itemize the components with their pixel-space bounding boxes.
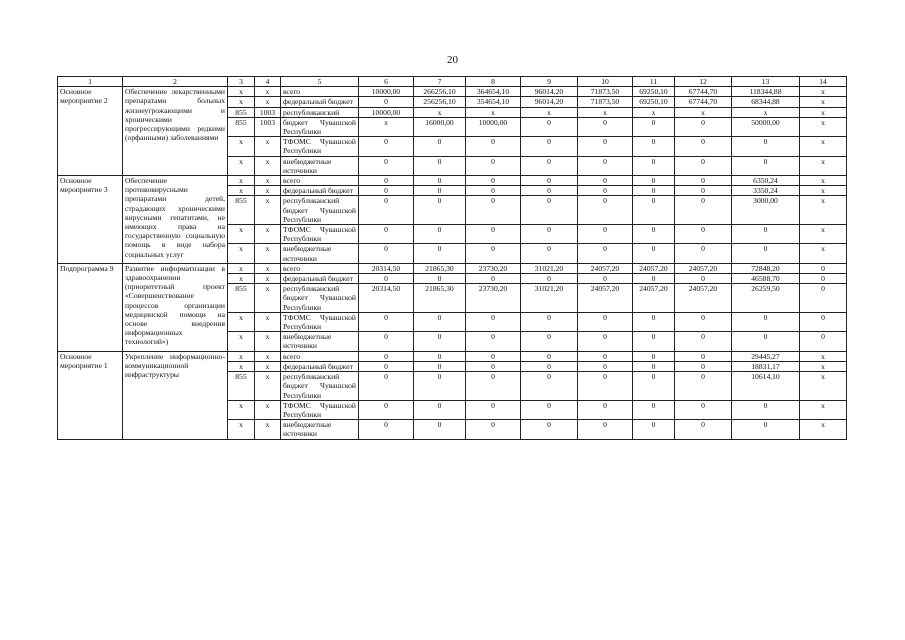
value-cell: 46588,70 xyxy=(732,274,800,284)
code-cell: x xyxy=(228,420,255,439)
value-cell: 0 xyxy=(359,420,414,439)
value-cell: 24057,20 xyxy=(675,284,732,313)
code-cell: 1003 xyxy=(255,107,281,117)
value-cell: x xyxy=(414,107,466,117)
value-cell: x xyxy=(732,107,800,117)
value-cell: 0 xyxy=(466,332,521,351)
table-row xyxy=(58,87,847,97)
funding-source: ТФОМС Чувашской Республики xyxy=(281,400,359,419)
funding-source: ТФОМС Чувашской Республики xyxy=(281,312,359,331)
header-cell: 6 xyxy=(359,77,414,87)
code-cell: x xyxy=(228,97,255,107)
value-cell: 0 xyxy=(732,400,800,419)
code-cell: x xyxy=(228,186,255,196)
value-cell: 0 xyxy=(521,372,578,401)
value-cell: 0 xyxy=(521,117,578,136)
value-cell: 0 xyxy=(521,274,578,284)
value-cell: 0 xyxy=(633,117,675,136)
value-cell: 0 xyxy=(466,351,521,361)
value-cell: 0 xyxy=(578,400,633,419)
header-cell: 11 xyxy=(633,77,675,87)
value-cell: 0 xyxy=(633,332,675,351)
code-cell: 1003 xyxy=(255,117,281,136)
value-cell: 0 xyxy=(675,225,732,244)
funding-source: внебюджетные источники xyxy=(281,420,359,439)
value-cell: 0 xyxy=(521,351,578,361)
value-cell: 0 xyxy=(521,176,578,186)
value-cell: 0 xyxy=(732,137,800,156)
value-cell: 0 xyxy=(800,263,847,273)
budget-table xyxy=(57,76,847,440)
value-cell: 0 xyxy=(359,176,414,186)
value-cell: x xyxy=(800,176,847,186)
code-cell: x xyxy=(255,225,281,244)
value-cell: 0 xyxy=(633,186,675,196)
value-cell: 68344,88 xyxy=(732,97,800,107)
funding-source: ТФОМС Чувашской Республики xyxy=(281,137,359,156)
value-cell: 31021,20 xyxy=(521,263,578,273)
code-cell: x xyxy=(255,274,281,284)
value-cell: 0 xyxy=(359,274,414,284)
value-cell: x xyxy=(800,361,847,371)
value-cell: 0 xyxy=(633,351,675,361)
code-cell: x xyxy=(255,372,281,401)
funding-source: всего xyxy=(281,87,359,97)
header-row xyxy=(58,77,847,87)
code-cell: x xyxy=(228,400,255,419)
funding-source: всего xyxy=(281,176,359,186)
funding-source: федеральный бюджет xyxy=(281,186,359,196)
value-cell: 266256,10 xyxy=(414,87,466,97)
value-cell: 0 xyxy=(675,351,732,361)
value-cell: 0 xyxy=(466,196,521,225)
value-cell: 10000,00 xyxy=(359,87,414,97)
value-cell: 0 xyxy=(359,351,414,361)
value-cell: 0 xyxy=(633,156,675,175)
value-cell: x xyxy=(521,107,578,117)
value-cell: 0 xyxy=(359,137,414,156)
value-cell: 0 xyxy=(466,400,521,419)
value-cell: 0 xyxy=(732,156,800,175)
value-cell: 10614,10 xyxy=(732,372,800,401)
value-cell: 21865,30 xyxy=(414,284,466,313)
code-cell: x xyxy=(255,196,281,225)
value-cell: x xyxy=(800,117,847,136)
value-cell: 0 xyxy=(521,225,578,244)
value-cell: 0 xyxy=(675,156,732,175)
value-cell: 0 xyxy=(675,361,732,371)
value-cell: 0 xyxy=(414,196,466,225)
value-cell: 0 xyxy=(578,372,633,401)
value-cell: 0 xyxy=(633,225,675,244)
value-cell: 0 xyxy=(466,420,521,439)
measure-description: Развитие информатизации в здравоохранении (приоритетный проект «Совершенствование процессов организации медицинской помощи на основе внедрения информационных технологий») xyxy=(123,263,228,351)
value-cell: 0 xyxy=(578,420,633,439)
value-cell: 0 xyxy=(521,361,578,371)
code-cell: x xyxy=(228,312,255,331)
value-cell: 0 xyxy=(633,244,675,263)
value-cell: 96014,20 xyxy=(521,87,578,97)
funding-source: республиканский бюджет Чувашской Республики xyxy=(281,196,359,225)
value-cell: 24057,20 xyxy=(578,263,633,273)
value-cell: 0 xyxy=(521,244,578,263)
measure-name: Основное мероприятие 3 xyxy=(58,176,123,264)
code-cell: x xyxy=(255,332,281,351)
header-cell: 3 xyxy=(228,77,255,87)
value-cell: 0 xyxy=(359,225,414,244)
value-cell: 0 xyxy=(414,332,466,351)
value-cell: 0 xyxy=(732,244,800,263)
code-cell: 855 xyxy=(228,284,255,313)
value-cell: 72848,20 xyxy=(732,263,800,273)
value-cell: 0 xyxy=(675,400,732,419)
value-cell: 0 xyxy=(466,361,521,371)
value-cell: 21865,30 xyxy=(414,263,466,273)
value-cell: 0 xyxy=(675,332,732,351)
funding-source: республиканский бюджет Чувашской Республики xyxy=(281,284,359,313)
value-cell: x xyxy=(800,137,847,156)
value-cell: 0 xyxy=(359,361,414,371)
value-cell: 0 xyxy=(633,372,675,401)
value-cell: x xyxy=(675,107,732,117)
value-cell: 0 xyxy=(466,274,521,284)
code-cell: x xyxy=(228,87,255,97)
value-cell: 0 xyxy=(675,420,732,439)
value-cell: x xyxy=(359,117,414,136)
value-cell: x xyxy=(800,244,847,263)
value-cell: x xyxy=(800,156,847,175)
value-cell: 0 xyxy=(633,137,675,156)
code-cell: x xyxy=(255,263,281,273)
value-cell: 0 xyxy=(675,137,732,156)
value-cell: 0 xyxy=(675,372,732,401)
value-cell: 0 xyxy=(578,117,633,136)
value-cell: 18831,17 xyxy=(732,361,800,371)
value-cell: 67744,70 xyxy=(675,97,732,107)
value-cell: 71873,50 xyxy=(578,97,633,107)
value-cell: 0 xyxy=(633,274,675,284)
value-cell: 0 xyxy=(521,332,578,351)
funding-source: республиканский xyxy=(281,107,359,117)
value-cell: 24057,20 xyxy=(675,263,732,273)
value-cell: 0 xyxy=(578,274,633,284)
value-cell: 0 xyxy=(521,137,578,156)
code-cell: 855 xyxy=(228,372,255,401)
value-cell: 0 xyxy=(800,312,847,331)
table-row xyxy=(58,263,847,273)
value-cell: 0 xyxy=(414,274,466,284)
value-cell: 0 xyxy=(359,312,414,331)
value-cell: 0 xyxy=(675,244,732,263)
code-cell: x xyxy=(228,176,255,186)
code-cell: x xyxy=(255,186,281,196)
value-cell: 354654,10 xyxy=(466,97,521,107)
code-cell: x xyxy=(255,176,281,186)
funding-source: всего xyxy=(281,263,359,273)
value-cell: 0 xyxy=(521,312,578,331)
value-cell: 0 xyxy=(466,137,521,156)
value-cell: 0 xyxy=(633,176,675,186)
value-cell: 23730,20 xyxy=(466,284,521,313)
value-cell: x xyxy=(800,196,847,225)
value-cell: 0 xyxy=(466,244,521,263)
value-cell: 23730,20 xyxy=(466,263,521,273)
code-cell: x xyxy=(255,137,281,156)
value-cell: x xyxy=(800,420,847,439)
value-cell: 0 xyxy=(414,225,466,244)
value-cell: 0 xyxy=(359,156,414,175)
value-cell: x xyxy=(800,107,847,117)
measure-name: Основное мероприятие 2 xyxy=(58,87,123,176)
code-cell: x xyxy=(255,244,281,263)
value-cell: 0 xyxy=(466,225,521,244)
table-row xyxy=(58,351,847,361)
code-cell: x xyxy=(228,274,255,284)
funding-source: бюджет Чувашской Республики xyxy=(281,117,359,136)
measure-description: Обеспечение лекарственными препаратами больных жизнеугрожающими и хроническими прогрессирующими редкими (орфанными) заболеваниями xyxy=(123,87,228,176)
value-cell: 0 xyxy=(633,196,675,225)
code-cell: x xyxy=(228,361,255,371)
code-cell: x xyxy=(228,225,255,244)
value-cell: 0 xyxy=(578,196,633,225)
funding-source: всего xyxy=(281,351,359,361)
value-cell: 0 xyxy=(578,361,633,371)
value-cell: 0 xyxy=(359,186,414,196)
value-cell: 0 xyxy=(414,137,466,156)
value-cell: 6350,24 xyxy=(732,176,800,186)
value-cell: 0 xyxy=(466,176,521,186)
value-cell: 69250,10 xyxy=(633,87,675,97)
value-cell: 0 xyxy=(578,332,633,351)
value-cell: 0 xyxy=(521,186,578,196)
value-cell: 0 xyxy=(578,351,633,361)
value-cell: 24057,20 xyxy=(578,284,633,313)
value-cell: x xyxy=(633,107,675,117)
measure-description: Укрепление информационно-коммуникационной инфраструктуры xyxy=(123,351,228,439)
value-cell: 0 xyxy=(414,361,466,371)
value-cell: 0 xyxy=(633,361,675,371)
value-cell: 0 xyxy=(675,186,732,196)
value-cell: 0 xyxy=(414,156,466,175)
code-cell: x xyxy=(255,87,281,97)
value-cell: 0 xyxy=(800,284,847,313)
funding-source: федеральный бюджет xyxy=(281,274,359,284)
value-cell: 67744,70 xyxy=(675,87,732,97)
value-cell: 20314,50 xyxy=(359,263,414,273)
code-cell: x xyxy=(255,361,281,371)
funding-source: внебюджетные источники xyxy=(281,244,359,263)
value-cell: 24057,20 xyxy=(633,284,675,313)
value-cell: 118344,88 xyxy=(732,87,800,97)
code-cell: x xyxy=(255,420,281,439)
code-cell: x xyxy=(228,263,255,273)
value-cell: 96014,20 xyxy=(521,97,578,107)
value-cell: 0 xyxy=(578,244,633,263)
value-cell: 0 xyxy=(675,176,732,186)
value-cell: 20314,50 xyxy=(359,284,414,313)
funding-source: ТФОМС Чувашской Республики xyxy=(281,225,359,244)
code-cell: 855 xyxy=(228,107,255,117)
code-cell: x xyxy=(228,332,255,351)
funding-source: республиканский бюджет Чувашской Республики xyxy=(281,372,359,401)
value-cell: x xyxy=(800,351,847,361)
value-cell: 0 xyxy=(521,400,578,419)
funding-source: внебюджетные источники xyxy=(281,156,359,175)
value-cell: 0 xyxy=(633,420,675,439)
value-cell: 0 xyxy=(675,196,732,225)
measure-name: Основное мероприятие 1 xyxy=(58,351,123,439)
value-cell: 0 xyxy=(359,332,414,351)
code-cell: x xyxy=(255,156,281,175)
header-cell: 13 xyxy=(732,77,800,87)
value-cell: 0 xyxy=(578,156,633,175)
value-cell: 0 xyxy=(359,400,414,419)
code-cell: x xyxy=(228,137,255,156)
header-cell: 12 xyxy=(675,77,732,87)
value-cell: 0 xyxy=(414,176,466,186)
value-cell: 26259,50 xyxy=(732,284,800,313)
value-cell: 0 xyxy=(675,312,732,331)
value-cell: 0 xyxy=(732,312,800,331)
value-cell: 0 xyxy=(732,225,800,244)
code-cell: x xyxy=(255,351,281,361)
value-cell: x xyxy=(800,372,847,401)
value-cell: 0 xyxy=(521,156,578,175)
code-cell: x xyxy=(255,400,281,419)
code-cell: 855 xyxy=(228,117,255,136)
value-cell: x xyxy=(800,186,847,196)
value-cell: x xyxy=(466,107,521,117)
header-cell: 10 xyxy=(578,77,633,87)
value-cell: 0 xyxy=(521,196,578,225)
value-cell: 364654,10 xyxy=(466,87,521,97)
value-cell: 0 xyxy=(414,351,466,361)
value-cell: 10000,00 xyxy=(466,117,521,136)
value-cell: 3350,24 xyxy=(732,186,800,196)
value-cell: 0 xyxy=(633,312,675,331)
header-cell: 14 xyxy=(800,77,847,87)
value-cell: 69250,10 xyxy=(633,97,675,107)
value-cell: 0 xyxy=(466,156,521,175)
value-cell: 0 xyxy=(414,186,466,196)
value-cell: 0 xyxy=(414,400,466,419)
code-cell: x xyxy=(255,312,281,331)
funding-source: федеральный бюджет xyxy=(281,361,359,371)
value-cell: 256256,10 xyxy=(414,97,466,107)
value-cell: x xyxy=(800,97,847,107)
header-cell: 7 xyxy=(414,77,466,87)
value-cell: 0 xyxy=(359,372,414,401)
value-cell: 24057,20 xyxy=(633,263,675,273)
header-cell: 4 xyxy=(255,77,281,87)
value-cell: 0 xyxy=(578,186,633,196)
header-cell: 9 xyxy=(521,77,578,87)
header-cell: 1 xyxy=(58,77,123,87)
funding-source: федеральный бюджет xyxy=(281,97,359,107)
page-number: 20 xyxy=(447,54,458,66)
measure-description: Обеспечение противовирусными препаратами детей, страдающих хроническими вирусными гепатитами, не имеющих права на государственную социальную помощь в виде набора социальных услуг xyxy=(123,176,228,264)
value-cell: 16000,00 xyxy=(414,117,466,136)
code-cell: 855 xyxy=(228,196,255,225)
value-cell: 0 xyxy=(578,137,633,156)
value-cell: 0 xyxy=(578,225,633,244)
value-cell: 0 xyxy=(732,332,800,351)
code-cell: x xyxy=(255,97,281,107)
code-cell: x xyxy=(228,156,255,175)
code-cell: x xyxy=(228,351,255,361)
code-cell: x xyxy=(228,244,255,263)
value-cell: 0 xyxy=(414,420,466,439)
header-cell: 8 xyxy=(466,77,521,87)
value-cell: 0 xyxy=(800,332,847,351)
value-cell: 3000,00 xyxy=(732,196,800,225)
value-cell: 0 xyxy=(359,97,414,107)
value-cell: 0 xyxy=(359,244,414,263)
value-cell: 0 xyxy=(578,176,633,186)
value-cell: 0 xyxy=(633,400,675,419)
value-cell: 0 xyxy=(466,372,521,401)
value-cell: 31021,20 xyxy=(521,284,578,313)
value-cell: 0 xyxy=(675,274,732,284)
header-cell: 2 xyxy=(123,77,228,87)
value-cell: 0 xyxy=(466,312,521,331)
value-cell: 0 xyxy=(578,312,633,331)
value-cell: 0 xyxy=(800,274,847,284)
value-cell: 0 xyxy=(732,420,800,439)
value-cell: 0 xyxy=(359,196,414,225)
value-cell: 50000,00 xyxy=(732,117,800,136)
value-cell: 71873,50 xyxy=(578,87,633,97)
code-cell: x xyxy=(255,284,281,313)
value-cell: x xyxy=(578,107,633,117)
funding-source: внебюджетные источники xyxy=(281,332,359,351)
value-cell: 0 xyxy=(414,244,466,263)
header-cell: 5 xyxy=(281,77,359,87)
value-cell: 0 xyxy=(466,186,521,196)
value-cell: 10000,00 xyxy=(359,107,414,117)
value-cell: 0 xyxy=(675,117,732,136)
measure-name: Подпрограмма 9 xyxy=(58,263,123,351)
value-cell: 0 xyxy=(414,372,466,401)
value-cell: 0 xyxy=(414,312,466,331)
value-cell: 29445,27 xyxy=(732,351,800,361)
value-cell: 0 xyxy=(521,420,578,439)
table-row xyxy=(58,176,847,186)
value-cell: x xyxy=(800,87,847,97)
value-cell: x xyxy=(800,400,847,419)
value-cell: x xyxy=(800,225,847,244)
